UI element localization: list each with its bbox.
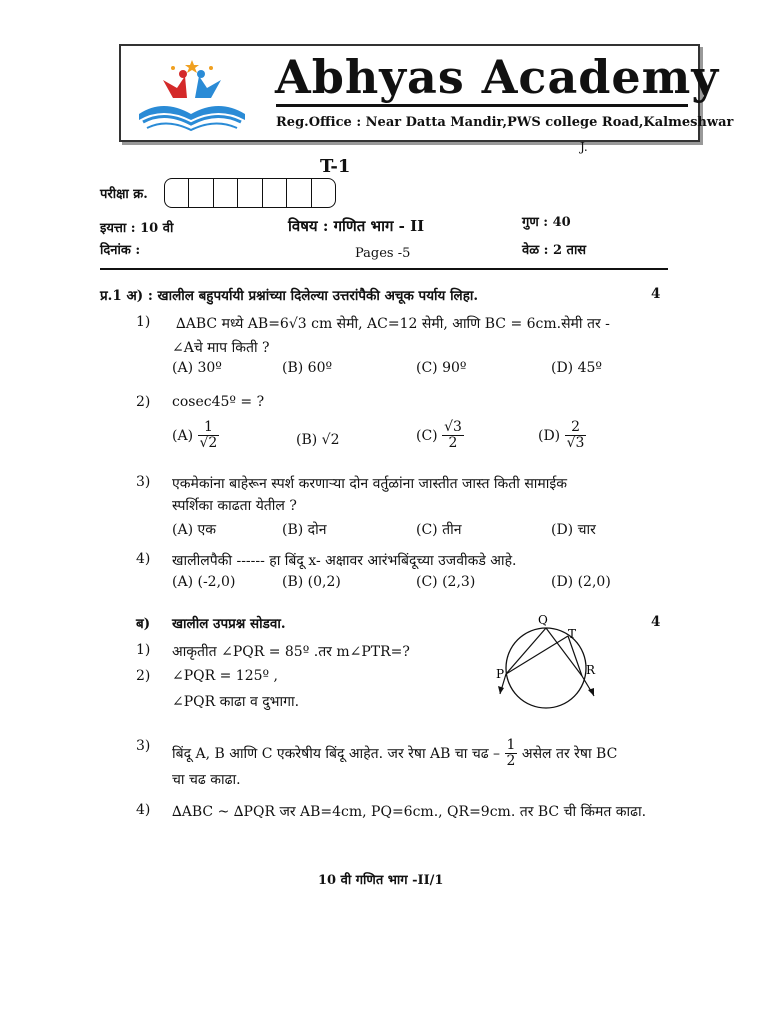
point-label-r: R bbox=[586, 663, 596, 677]
section-b-label: ब) bbox=[136, 616, 151, 632]
question-text: बिंदू A, B आणि C एकरेषीय बिंदू आहेत. जर रेषा AB चा चढ – $\frac{1}{2}$ असेल तर रेषा BC bbox=[172, 737, 618, 770]
point-label-p: P bbox=[496, 667, 505, 681]
section-b-heading: खालील उपप्रश्न सोडवा. bbox=[172, 616, 286, 632]
question-number: 4) bbox=[136, 551, 151, 567]
roll-number-boxes bbox=[164, 178, 336, 208]
option-b: (B) दोन bbox=[282, 522, 327, 538]
option-b: (B) 60º bbox=[282, 360, 333, 376]
question-number: 1) bbox=[136, 642, 151, 658]
time-label: वेळ : 2 तास bbox=[522, 243, 587, 258]
option-c: (C) तीन bbox=[416, 522, 462, 538]
section-a-marks: 4 bbox=[651, 286, 661, 302]
option-d: (D) $\frac{2}{√3}$ bbox=[538, 419, 585, 452]
brand-underline bbox=[276, 104, 688, 107]
date-label: दिनांक : bbox=[100, 243, 141, 258]
question-text: आकृतीत ∠PQR = 85º .तर m∠PTR=? bbox=[172, 644, 410, 660]
circle-figure bbox=[490, 612, 610, 712]
pages-label: Pages -5 bbox=[355, 246, 411, 261]
option-a: (A) $\frac{1}{√2}$ bbox=[172, 419, 218, 452]
subject-label: विषय : गणित भाग - II bbox=[288, 217, 425, 235]
question-number: 3) bbox=[136, 474, 151, 490]
question-text: एकमेकांना बाहेरून स्पर्श करणाऱ्या दोन वर्तुळांना जास्तीत जास्त किती सामाईक bbox=[172, 476, 568, 492]
question-number: 2) bbox=[136, 394, 151, 410]
question-text: खालीलपैकी ------ हा बिंदू x- अक्षावर आरंभबिंदूच्या उजवीकडे आहे. bbox=[172, 553, 517, 569]
option-a: (A) (-2,0) bbox=[172, 574, 236, 590]
option-d: (D) 45º bbox=[551, 360, 602, 376]
question-number: 3) bbox=[136, 738, 151, 754]
roll-number-label: परीक्षा क्र. bbox=[100, 187, 148, 202]
question-text: ∆ABC मध्ये AB=6√3 cm सेमी, AC=12 सेमी, आणि BC = 6cm.सेमी तर - bbox=[176, 316, 610, 332]
reg-office-address: Reg.Office : Near Datta Mandir,PWS college Road,Kalmeshwar bbox=[276, 115, 734, 130]
test-code: T-1 bbox=[320, 156, 351, 177]
question-number: 1) bbox=[136, 314, 151, 330]
question-text: ∠Aचे माप किती ? bbox=[172, 340, 270, 356]
question-number: 2) bbox=[136, 668, 151, 684]
option-b: (B) (0,2) bbox=[282, 574, 341, 590]
question-text: ∆ABC ~ ∆PQR जर AB=4cm, PQ=6cm., QR=9cm. तर BC ची किंमत काढा. bbox=[172, 804, 647, 820]
question-text: ∠PQR काढा व दुभागा. bbox=[172, 694, 300, 710]
class-label: इयत्ता : 10 वी bbox=[100, 221, 174, 236]
question-text: cosec45º = ? bbox=[172, 394, 265, 410]
page-footer: 10 वी गणित भाग -II/1 bbox=[318, 873, 444, 888]
point-label-q: Q bbox=[538, 613, 548, 627]
point-label-t: T bbox=[568, 627, 577, 641]
stray-mark: J. bbox=[580, 140, 588, 154]
question-number: 4) bbox=[136, 802, 151, 818]
question-text: स्पर्शिका काढता येतील ? bbox=[172, 498, 297, 514]
option-d: (D) (2,0) bbox=[551, 574, 611, 590]
question-text: ∠PQR = 125º , bbox=[172, 668, 279, 684]
academy-logo-icon bbox=[133, 58, 251, 132]
section-a-heading: प्र.1 अ) : खालील बहुपर्यायी प्रश्नांच्या दिलेल्या उत्तरांपैकी अचूक पर्याय लिहा. bbox=[100, 288, 479, 304]
question-text: चा चढ काढा. bbox=[172, 772, 241, 788]
option-d: (D) चार bbox=[551, 522, 596, 538]
brand-name: Abhyas Academy bbox=[275, 50, 720, 104]
option-b: (B) √2 bbox=[296, 432, 340, 448]
option-c: (C) $\frac{√3}{2}$ bbox=[416, 419, 462, 452]
option-c: (C) (2,3) bbox=[416, 574, 476, 590]
option-a: (A) 30º bbox=[172, 360, 222, 376]
section-b-marks: 4 bbox=[651, 614, 661, 630]
marks-label: गुण : 40 bbox=[522, 215, 571, 230]
header-divider bbox=[100, 268, 668, 270]
option-a: (A) एक bbox=[172, 522, 216, 538]
option-c: (C) 90º bbox=[416, 360, 467, 376]
